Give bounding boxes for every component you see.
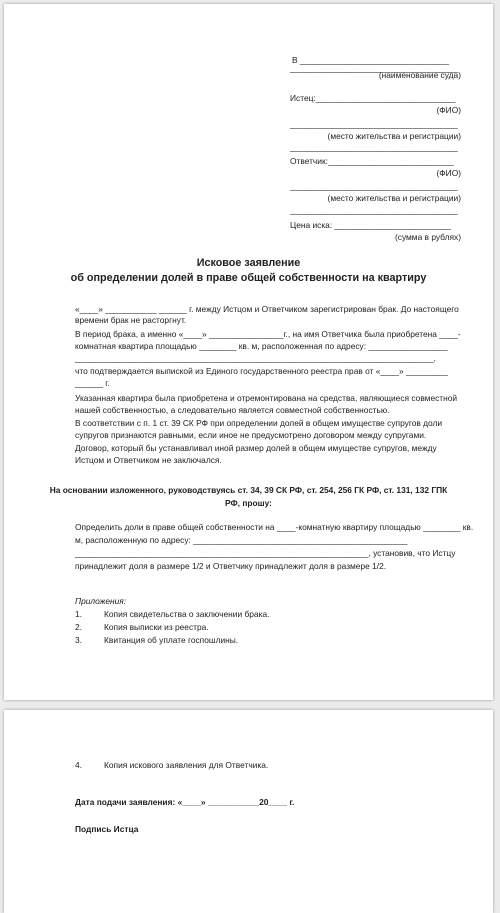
document-subtitle: об определении долей в праве общей собственности на квартиру (70, 272, 427, 284)
body-line: В период брака, а именно «____» ________________г., на имя Ответчика была приобретена ____- (75, 329, 461, 339)
attachment-number: 1. (75, 609, 82, 619)
body-line: что подтверждается выпиской из Единого государственного реестра прав от «____» _________ (75, 366, 448, 376)
legal-basis-line: На основании изложенного, руководствуясь ст. 34, 39 СК РФ, ст. 254, 256 ГК РФ, ст. 131, 132 ГПК (49, 485, 448, 495)
plaintiff-signature-label: Подпись Истца (75, 824, 139, 834)
document-page-1 (4, 4, 493, 700)
body-line: «____» ___________ ______ г. между Истцом и Ответчиком зарегистрирован брак. До настоящего (75, 304, 459, 314)
body-line: Истцом и Ответчиком не заключался. (75, 455, 222, 465)
defendant-address-line: ____________________________________ (290, 181, 458, 191)
defendant-address-caption: (место жительства и регистрации) (327, 193, 461, 203)
document-page-2 (4, 710, 493, 913)
request-line: принадлежит доля в размере 1/2 и Ответчику принадлежит доля в размере 1/2. (75, 561, 387, 571)
attachment-text: Копия выписки из реестра. (104, 622, 209, 632)
claim-price-caption: (сумма в рублях) (394, 232, 461, 242)
plaintiff-line: Истец:______________________________ (290, 93, 456, 103)
plaintiff-address-line: ____________________________________ (290, 119, 458, 129)
body-line: В соответствии с п. 1 ст. 39 СК РФ при определении долей в общем имуществе супругов доли (75, 418, 443, 428)
body-line: комнатная квартира площадью ________ кв. м, расположенная по адресу: _________________ (75, 341, 448, 351)
filing-date-line: Дата подачи заявления: «____» ___________20____ г. (75, 797, 295, 807)
defendant-address-line-2: ____________________________________ (290, 205, 458, 215)
body-line: нашей собственностью, а следовательно является совместной собственностью. (75, 405, 390, 415)
defendant-fio-caption: (ФИО) (436, 168, 461, 178)
court-caption: (наименование суда) (378, 70, 461, 80)
body-line: ______ г. (75, 378, 110, 388)
attachment-number: 2. (75, 622, 82, 632)
attachments-heading: Приложения: (75, 596, 127, 606)
body-line: Указанная квартира была приобретена и отремонтирована на средства, являющиеся совместной (75, 393, 458, 403)
body-line: Договор, который бы устанавливал иной размер долей в общем имуществе супругов, между (75, 443, 437, 453)
attachment-number: 3. (75, 635, 82, 645)
defendant-line: Ответчик:___________________________ (290, 156, 454, 166)
document-title: Исковое заявление (196, 257, 301, 269)
attachment-text: Копия свидетельства о заключении брака. (104, 609, 270, 619)
body-line: супругов признаются равными, если иное не предусмотрено договором между супругами. (75, 430, 427, 440)
attachment-text: Квитанция об уплате госпошлины. (104, 635, 239, 645)
request-line: _______________________________________________________________, установив, что Истцу (75, 548, 456, 558)
request-line: Определить доли в праве общей собственности на ____-комнатную квартиру площадью ________ кв. (75, 522, 474, 532)
attachment-number: 4. (75, 760, 82, 770)
court-line-2: ____________________________________ (290, 63, 458, 73)
plaintiff-address-caption: (место жительства и регистрации) (327, 131, 461, 141)
legal-basis-line: РФ, прошу: (225, 498, 272, 508)
body-line: времени брак не расторгнут. (75, 315, 187, 325)
attachment-text: Копия искового заявления для Ответчика. (104, 760, 269, 770)
request-line: м, расположенную по адресу: ______________________________________________ (75, 535, 408, 545)
claim-price-line: Цена иска: _________________________ (290, 220, 451, 230)
plaintiff-address-line-2: ____________________________________ (290, 142, 458, 152)
court-line: В ________________________________ (292, 55, 449, 65)
body-line: _____________________________________________________________________________, (75, 353, 436, 363)
plaintiff-fio-caption: (ФИО) (436, 105, 461, 115)
